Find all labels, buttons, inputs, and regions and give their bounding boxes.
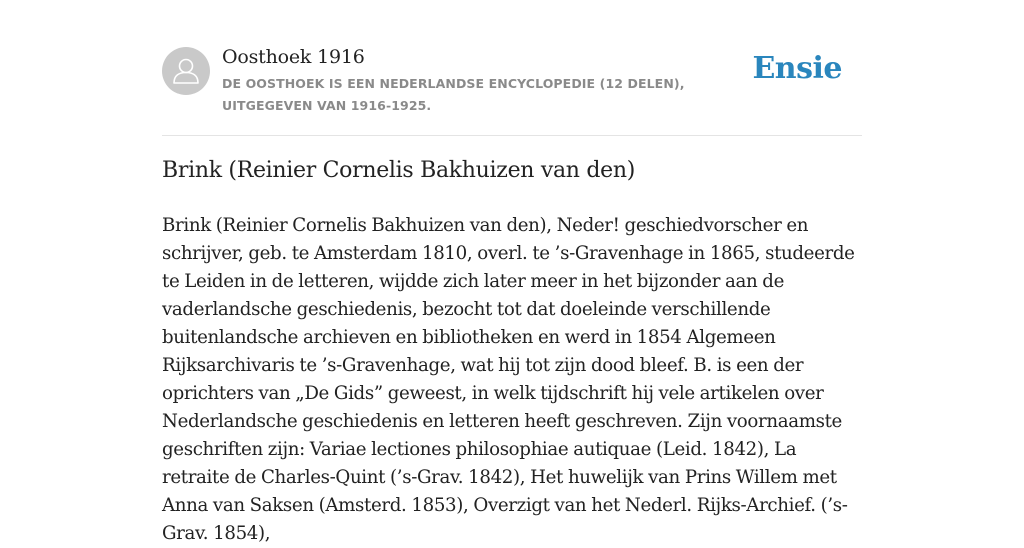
header-divider <box>162 135 862 136</box>
user-icon <box>162 47 210 95</box>
source-header <box>162 46 862 136</box>
article-body: Brink (Reinier Cornelis Bakhuizen van den), Neder! geschiedvorscher en schrijver, geb. te Amsterdam 1810, overl. te ’s-Gravenhage in 1865, studeerde te Leiden in de letteren, wijdde zich later meer in het bijzonder aan de vaderlandsche geschiedenis, bezocht tot dat doeleinde verschillende buitenlandsche archieven en bibliotheken en werd in 1854 Algemeen Rijksarchivaris te ’s-Gravenhage, wat hij tot zijn dood bleef. B. is een der oprichters van „De Gids” geweest, in welk tijdschrift hij vele artikelen over Nederlandsche geschiedenis en letteren heeft geschreven. Zijn voornaamste geschriften zijn: Variae lectiones philosophiae autiquae (Leid. 1842), La retraite de Charles-Quint (’s-Grav. 1842), Het huwelijk van Prins Willem met Anna van Saksen (Amsterd. 1853), Overzigt van het Nederl. Rijks-Archief. (’s-Grav. 1854), <box>162 215 855 544</box>
source-avatar[interactable] <box>162 47 210 95</box>
ensie-logo[interactable]: Ensie <box>752 51 842 86</box>
source-description: DE OOSTHOEK IS EEN NEDERLANDSE ENCYCLOPEDIE (12 DELEN), UITGEGEVEN VAN 1916-1925. <box>222 76 685 113</box>
source-name[interactable]: Oosthoek 1916 <box>222 46 365 68</box>
article-title: Brink (Reinier Cornelis Bakhuizen van den) <box>162 158 636 183</box>
